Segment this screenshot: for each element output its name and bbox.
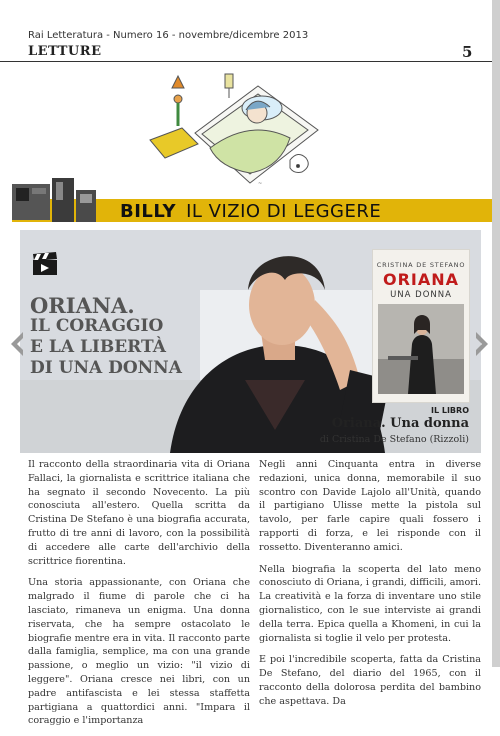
book-cover-title: ORIANA (382, 270, 460, 289)
caption-byline: di Cristina De Stefano (Rizzoli) (319, 434, 469, 445)
article-paragraph: Il racconto della straordinaria vita di Oriana Fallaci, la giornalista e scrittrice italiana che ha segnato il secondo Novecento. La più conosciuta all'estero. Quella scritta da Cristina De Stefano è una biografia accurata, frutto di tre anni di lavoro, con la possibilità di accedere alle carte dell'archivio della scrittrice fiorentina. (28, 459, 250, 567)
article-paragraph: E poi l'incredibile scoperta, fatta da Cristina De Stefano, del diario del 1965, con il racconto della dolorosa perdita del bambino che aspettava. Da (259, 654, 481, 707)
page-number: 5 (462, 43, 473, 61)
book-cover (372, 249, 470, 403)
book-cover-subtitle: UNA DONNA (390, 290, 452, 300)
billy-logo (12, 176, 96, 226)
billy-title (120, 201, 381, 222)
article-paragraph: Negli anni Cinquanta entra in diverse redazioni, unica donna, memorabile il suo scontro con Davide Lajolo all'Unità, quando il partigiano Ulisse mette la pistola sul tavolo, per farle capire quali fossero i rapporti di forza, e lei risponde con il rossetto. Diventeranno amici. (259, 459, 481, 553)
headline-line-4: DI UNA DONNA (30, 358, 182, 378)
chevron-right-icon[interactable] (474, 330, 492, 358)
reading-child-illustration (140, 68, 330, 188)
article-column-right (259, 458, 481, 717)
headline-line-2: IL CORAGGIO (30, 316, 164, 336)
billy-brand: BILLY (120, 201, 177, 222)
header-rule (0, 61, 492, 62)
caption-book-title: Oriana. Una donna (331, 416, 469, 431)
headline-line-3: E LA LIBERTÀ (30, 337, 166, 357)
book-cover-author: CRISTINA DE STEFANO (376, 261, 466, 269)
svg-text:~: ~ (258, 181, 263, 187)
caption-label: IL LIBRO (431, 406, 469, 415)
headline-line-1: ORIANA. (30, 293, 135, 318)
chevron-left-icon[interactable] (7, 330, 25, 358)
article-paragraph: Una storia appassionante, con Oriana che malgrado il fiume di parole che ci ha lasciato, rimaneva un enigma. Una donna riservata, che ha sempre ostacolato le biografie mentre era in vita. Il racconto parte dalla famiglia, semplice, ma con una grande passione, o meglio un vizio: "il vizio di leggere". Oriana cresce nei libri, con un padre antifascista e lei stessa staffetta partigiana a quattordici anni. "Impara il coraggio e l'importanza (28, 577, 250, 727)
page-edge (492, 0, 500, 667)
feature-headline (30, 295, 182, 379)
publication-header: Rai Letteratura - Numero 16 - novembre/dicembre 2013 (28, 30, 309, 41)
clapperboard-icon[interactable] (32, 252, 58, 276)
article-column-left (28, 458, 250, 736)
section-label: LETTURE (28, 44, 102, 59)
book-cover-photo (378, 304, 464, 394)
billy-tagline: IL VIZIO DI LEGGERE (186, 201, 382, 222)
article-paragraph: Nella biografia la scoperta del lato meno conosciuto di Oriana, i grandi, difficili, amori. La creatività e la forza di inventare uno stile giornalistico, con le sue interviste ai grandi della terra. Epica quella a Khomeni, in cui la giornalista si toglie il velo per protesta. (259, 563, 481, 644)
